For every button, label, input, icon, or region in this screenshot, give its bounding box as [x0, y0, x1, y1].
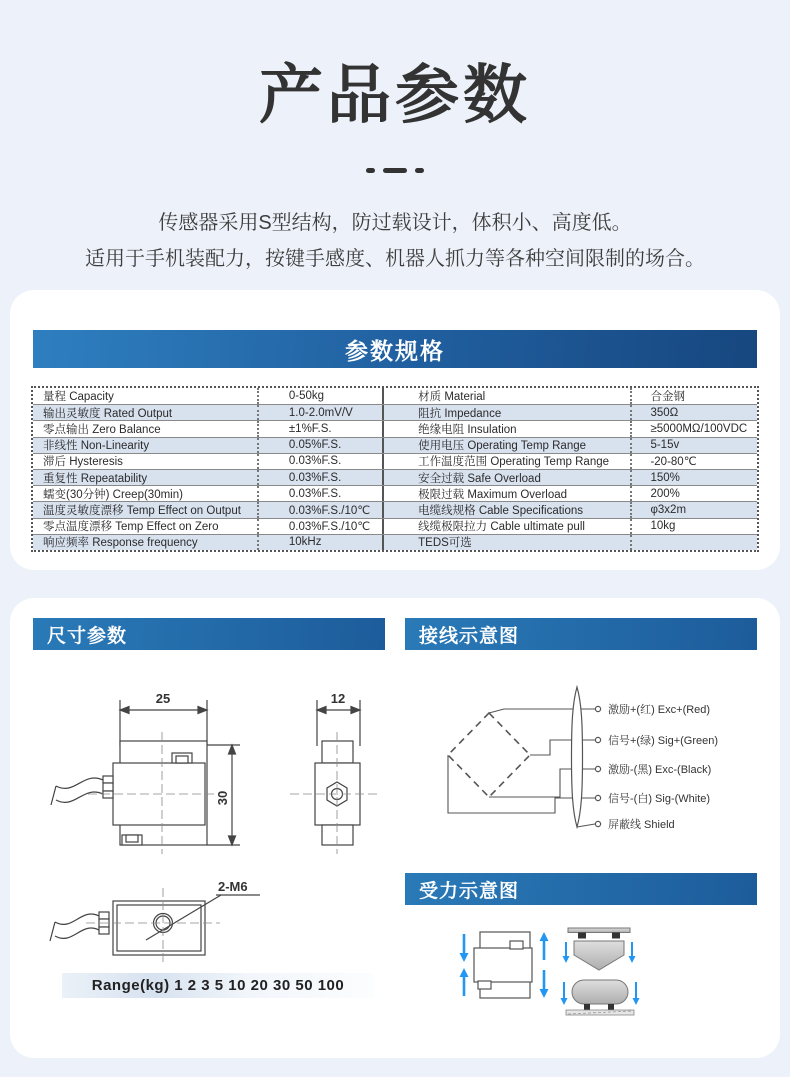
spec-row: [33, 469, 757, 485]
thread-label: 2-M6: [218, 879, 248, 894]
spec-cell: 150%: [650, 471, 680, 484]
spec-cell: 合金钢: [650, 391, 685, 404]
spec-cell: 0.03%F.S.: [259, 486, 384, 501]
spec-row: [33, 420, 757, 436]
spec-cell: 200%: [650, 487, 680, 500]
spec-cell: 1.0-2.0mV/V: [259, 405, 384, 420]
spec-cell: 材质 Material: [384, 388, 632, 404]
spec-row: [33, 388, 757, 404]
dimension-section-header: 尺寸参数: [33, 618, 385, 650]
spec-table: [31, 386, 759, 552]
spec-cell: 10kg: [650, 520, 676, 533]
spec-cell: 0.03%F.S./10℃: [259, 519, 384, 534]
spec-cell: 量程 Capacity: [33, 388, 259, 404]
spec-cell: 蠕变(30分钟) Creep(30min): [33, 486, 259, 501]
page-title: 产品参数: [259, 59, 531, 131]
spec-cell: 电缆线规格 Cable Specifications: [384, 502, 632, 517]
spec-cell: 使用电压 Operating Temp Range: [384, 438, 632, 453]
spec-cell: ±1%F.S.: [259, 421, 384, 436]
spec-cell: 重复性 Repeatability: [33, 470, 259, 485]
product-description: [0, 205, 790, 277]
wire-label-sig-plus: 信号+(绿) Sig+(Green): [608, 735, 719, 747]
spec-section-header: 参数规格: [33, 330, 757, 368]
wire-label-sig-minus: 信号-(白) Sig-(White): [608, 793, 711, 805]
wheatstone-bridge: [448, 713, 530, 797]
cable-sheath: [572, 687, 583, 827]
spec-cell: TEDS可选: [384, 535, 632, 550]
spec-cell: [632, 535, 757, 550]
dim-width-label: 25: [155, 691, 171, 706]
title-dash-decoration: [0, 168, 790, 173]
spec-cell: 阻抗 Impedance: [384, 405, 632, 420]
spec-row: [33, 485, 757, 501]
description-line-1: 传感器采用S型结构，防过载设计，体积小、高度低。: [158, 212, 632, 234]
spec-cell: 绝缘电阻 Insulation: [384, 421, 632, 436]
spec-cell: 零点输出 Zero Balance: [33, 421, 259, 436]
spec-cell: 响应频率 Response frequency: [33, 535, 259, 550]
spec-cell: 安全过载 Safe Overload: [384, 470, 632, 485]
range-label: Range(kg) 1 2 3 5 10 20 30 50 100: [62, 973, 374, 998]
diagram-card: [10, 598, 780, 1058]
load-cell-icon: [474, 932, 532, 998]
spec-cell: 极限过载 Maximum Overload: [384, 486, 632, 501]
force-diagram-icons: [438, 914, 750, 1024]
spec-cell: 5-15v: [650, 439, 680, 452]
spec-cell: 输出灵敏度 Rated Output: [33, 405, 259, 420]
spec-cell: 零点温度漂移 Temp Effect on Zero: [33, 519, 259, 534]
spec-cell: 350Ω: [650, 406, 679, 419]
spec-cell: 10kHz: [259, 535, 384, 550]
spec-cell: -20-80℃: [650, 456, 697, 469]
force-section-header: 受力示意图: [405, 873, 757, 905]
description-line-2: 适用于手机装配力，按键手感度、机器人抓力等各种空间限制的场合。: [85, 248, 705, 270]
spec-row: [33, 437, 757, 453]
spec-row: [33, 501, 757, 517]
spec-cell: φ3x2m: [650, 503, 687, 516]
dimension-drawing: [28, 676, 400, 976]
spec-cell: 0-50kg: [259, 388, 384, 404]
hopper-icon: [563, 928, 636, 970]
spec-row: [33, 534, 757, 550]
spec-row: [33, 453, 757, 469]
spec-cell: 工作温度范围 Operating Temp Range: [384, 454, 632, 469]
wire-label-exc-minus: 激励-(黑) Exc-(Black): [608, 764, 712, 776]
dim-height-label: 30: [215, 790, 230, 806]
spec-cell: 滞后 Hysteresis: [33, 454, 259, 469]
wire-label-exc-plus: 激励+(红) Exc+(Red): [608, 704, 711, 716]
tank-icon: [561, 980, 640, 1015]
spec-cell: 0.03%F.S.: [259, 470, 384, 485]
spec-cell: 温度灵敏度漂移 Temp Effect on Output: [33, 502, 259, 517]
spec-cell: 非线性 Non-Linearity: [33, 438, 259, 453]
spec-cell: ≥5000MΩ/100VDC: [650, 422, 748, 435]
spec-cell: 0.05%F.S.: [259, 438, 384, 453]
spec-row: [33, 518, 757, 534]
wiring-section-header: 接线示意图: [405, 618, 757, 650]
spec-cell: 0.03%F.S.: [259, 454, 384, 469]
spec-cell: 0.03%F.S./10℃: [259, 502, 384, 517]
wire-label-shield: 屏蔽线 Shield: [608, 819, 675, 831]
spec-cell: 线缆极限拉力 Cable ultimate pull: [384, 519, 632, 534]
spec-row: [33, 404, 757, 420]
spec-card: [10, 290, 780, 570]
dim-depth-label: 12: [330, 691, 346, 706]
wiring-diagram: [408, 676, 770, 866]
